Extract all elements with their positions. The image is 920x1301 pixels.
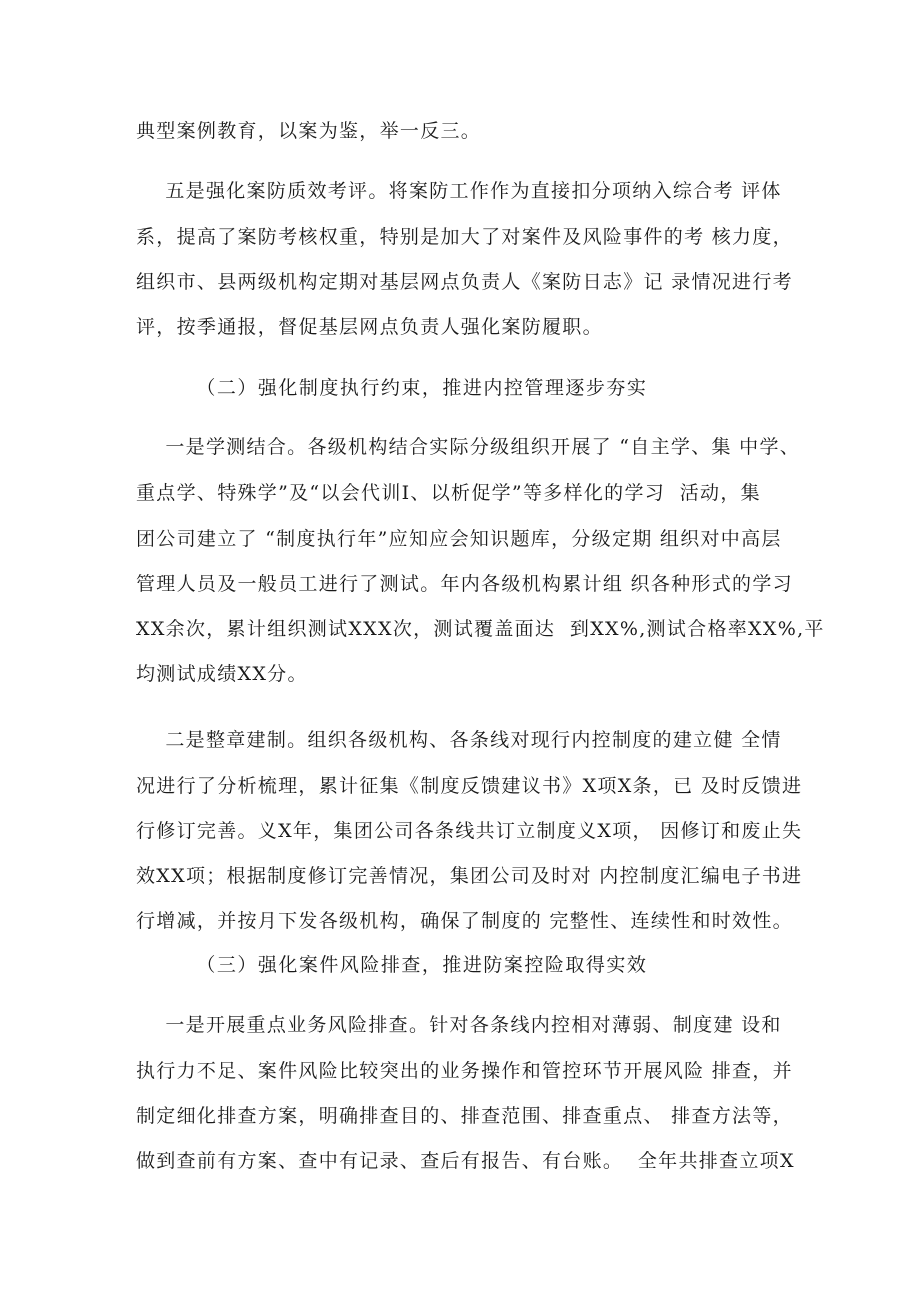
text-line: 管理人员及一般员工进行了测试。年内各级机构累计组 织各种形式的学习 (136, 573, 793, 595)
text-line: 均测试成绩XX分。 (136, 663, 308, 685)
text-line: 执行力不足、案件风险比较突出的业务操作和管控环节开展风险 排查，并 (136, 1060, 793, 1082)
text-line: 行修订完善。义X年，集团公司各条线共订立制度义X项， 因修订和废止失 (136, 820, 803, 842)
text-line: 评，按季通报，督促基层网点负责人强化案防履职。 (136, 316, 603, 338)
text-line: 系，提高了案防考核权重，特别是加大了对案件及风险事件的考 核力度， (136, 226, 793, 248)
text-line: 组织市、县两级机构定期对基层网点负责人《案防日志》记 录情况进行考 (136, 271, 793, 293)
text-line: 一是学测结合。各级机构结合实际分级组织开展了 “自主学、集 中学、 (136, 436, 801, 458)
text-line: 重点学、特殊学”及“以会代训I、以析促学”等多样化的学习 活动，集 (136, 482, 761, 504)
text-line: 团公司建立了 “制度执行年”应知应会知识题库，分级定期 组织对中高层 (136, 528, 782, 550)
text-line: 典型案例教育，以案为鉴，举一反三。 (136, 120, 482, 142)
text-line: 一是开展重点业务风险排查。针对各条线内控相对薄弱、制度建 设和 (136, 1014, 782, 1036)
section-heading: （二）强化制度执行约束，推进内控管理逐步夯实 (136, 377, 648, 399)
text-line: 制定细化排查方案，明确排查目的、排查范围、排查重点、 排查方法等， (136, 1105, 793, 1127)
text-line: 二是整章建制。组织各级机构、各条线对现行内控制度的建立健 全情 (136, 729, 782, 751)
text-line: 做到查前有方案、查中有记录、查后有报告、有台账。 全年共排查立项X (136, 1150, 795, 1172)
text-line: 行增减，并按月下发各级机构，确保了制度的 完整性、连续性和时效性。 (136, 910, 793, 932)
text-line: 效XX项；根据制度修订完善情况，集团公司及时对 内控制度汇编电子书进 (136, 865, 803, 887)
text-line: 五是强化案防质效考评。将案防工作作为直接扣分项纳入综合考 评体 (136, 180, 782, 202)
text-line: 况进行了分析梳理，累计征集《制度反馈建议书》X项X条，已 及时反馈进 (136, 775, 803, 797)
text-line: XX余次，累计组织测试XXX次，测试覆盖面达 到XX%,测试合格率XX%,平 (136, 618, 825, 640)
section-heading: （三）强化案件风险排查，推进防案控险取得实效 (136, 954, 648, 976)
